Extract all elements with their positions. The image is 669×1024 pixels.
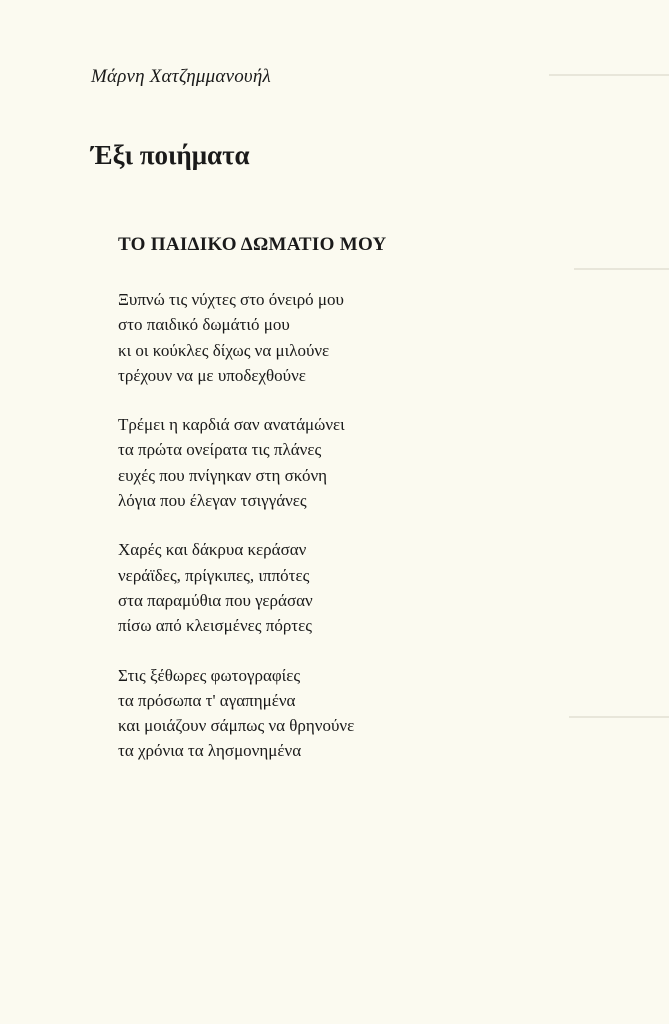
poem-line: Χαρές και δάκρυα κεράσαν	[118, 540, 307, 560]
poem-line: τρέχουν να με υποδεχθούνε	[118, 365, 306, 385]
poem-line: πίσω από κλεισμένες πόρτες	[118, 616, 313, 636]
bleed-through-mark	[574, 268, 669, 270]
bleed-through-mark	[569, 716, 669, 718]
stanza-4	[118, 663, 354, 764]
poem-line: νεράϊδες, πρίγκιπες, ιππότες	[118, 565, 310, 585]
poem-line: λόγια που έλεγαν τσιγγάνες	[118, 491, 307, 511]
poem-line: κι οι κούκλες δίχως να μιλούνε	[118, 340, 330, 360]
poem-line: Τρέμει η καρδιά σαν ανατάμώνει	[118, 415, 345, 435]
poem-line: και μοιάζουν σάμπως να θρηνούνε	[118, 716, 355, 736]
stanza-1	[118, 287, 354, 388]
poem-line: ευχές που πνίγηκαν στη σκόνη	[118, 465, 328, 485]
poem-line: τα πρόσωπα τ' αγαπημένα	[118, 690, 296, 710]
author-name: Μάρνη Χατζημμανουήλ	[91, 66, 271, 87]
stanza-2	[118, 412, 354, 513]
poem-line: στο παιδικό δωμάτιό μου	[118, 315, 290, 335]
poem-line: Ξυπνώ τις νύχτες στο όνειρό μου	[118, 290, 344, 309]
stanza-3	[118, 537, 354, 638]
poem-line: Στις ξέθωρες φωτογραφίες	[118, 665, 301, 685]
poem-line: τα πρώτα ονείρατα τις πλάνες	[118, 440, 322, 460]
bleed-through-mark	[549, 74, 669, 76]
poem-title: ΤΟ ΠΑΙΔΙΚΟ ΔΩΜΑΤΙΟ ΜΟΥ	[118, 234, 387, 255]
poem-body	[118, 287, 354, 788]
poem-line: στα παραμύθια που γεράσαν	[118, 590, 313, 610]
poem-line: τα χρόνια τα λησμονημένα	[118, 741, 302, 761]
collection-title: Έξι ποιήματα	[91, 140, 250, 170]
